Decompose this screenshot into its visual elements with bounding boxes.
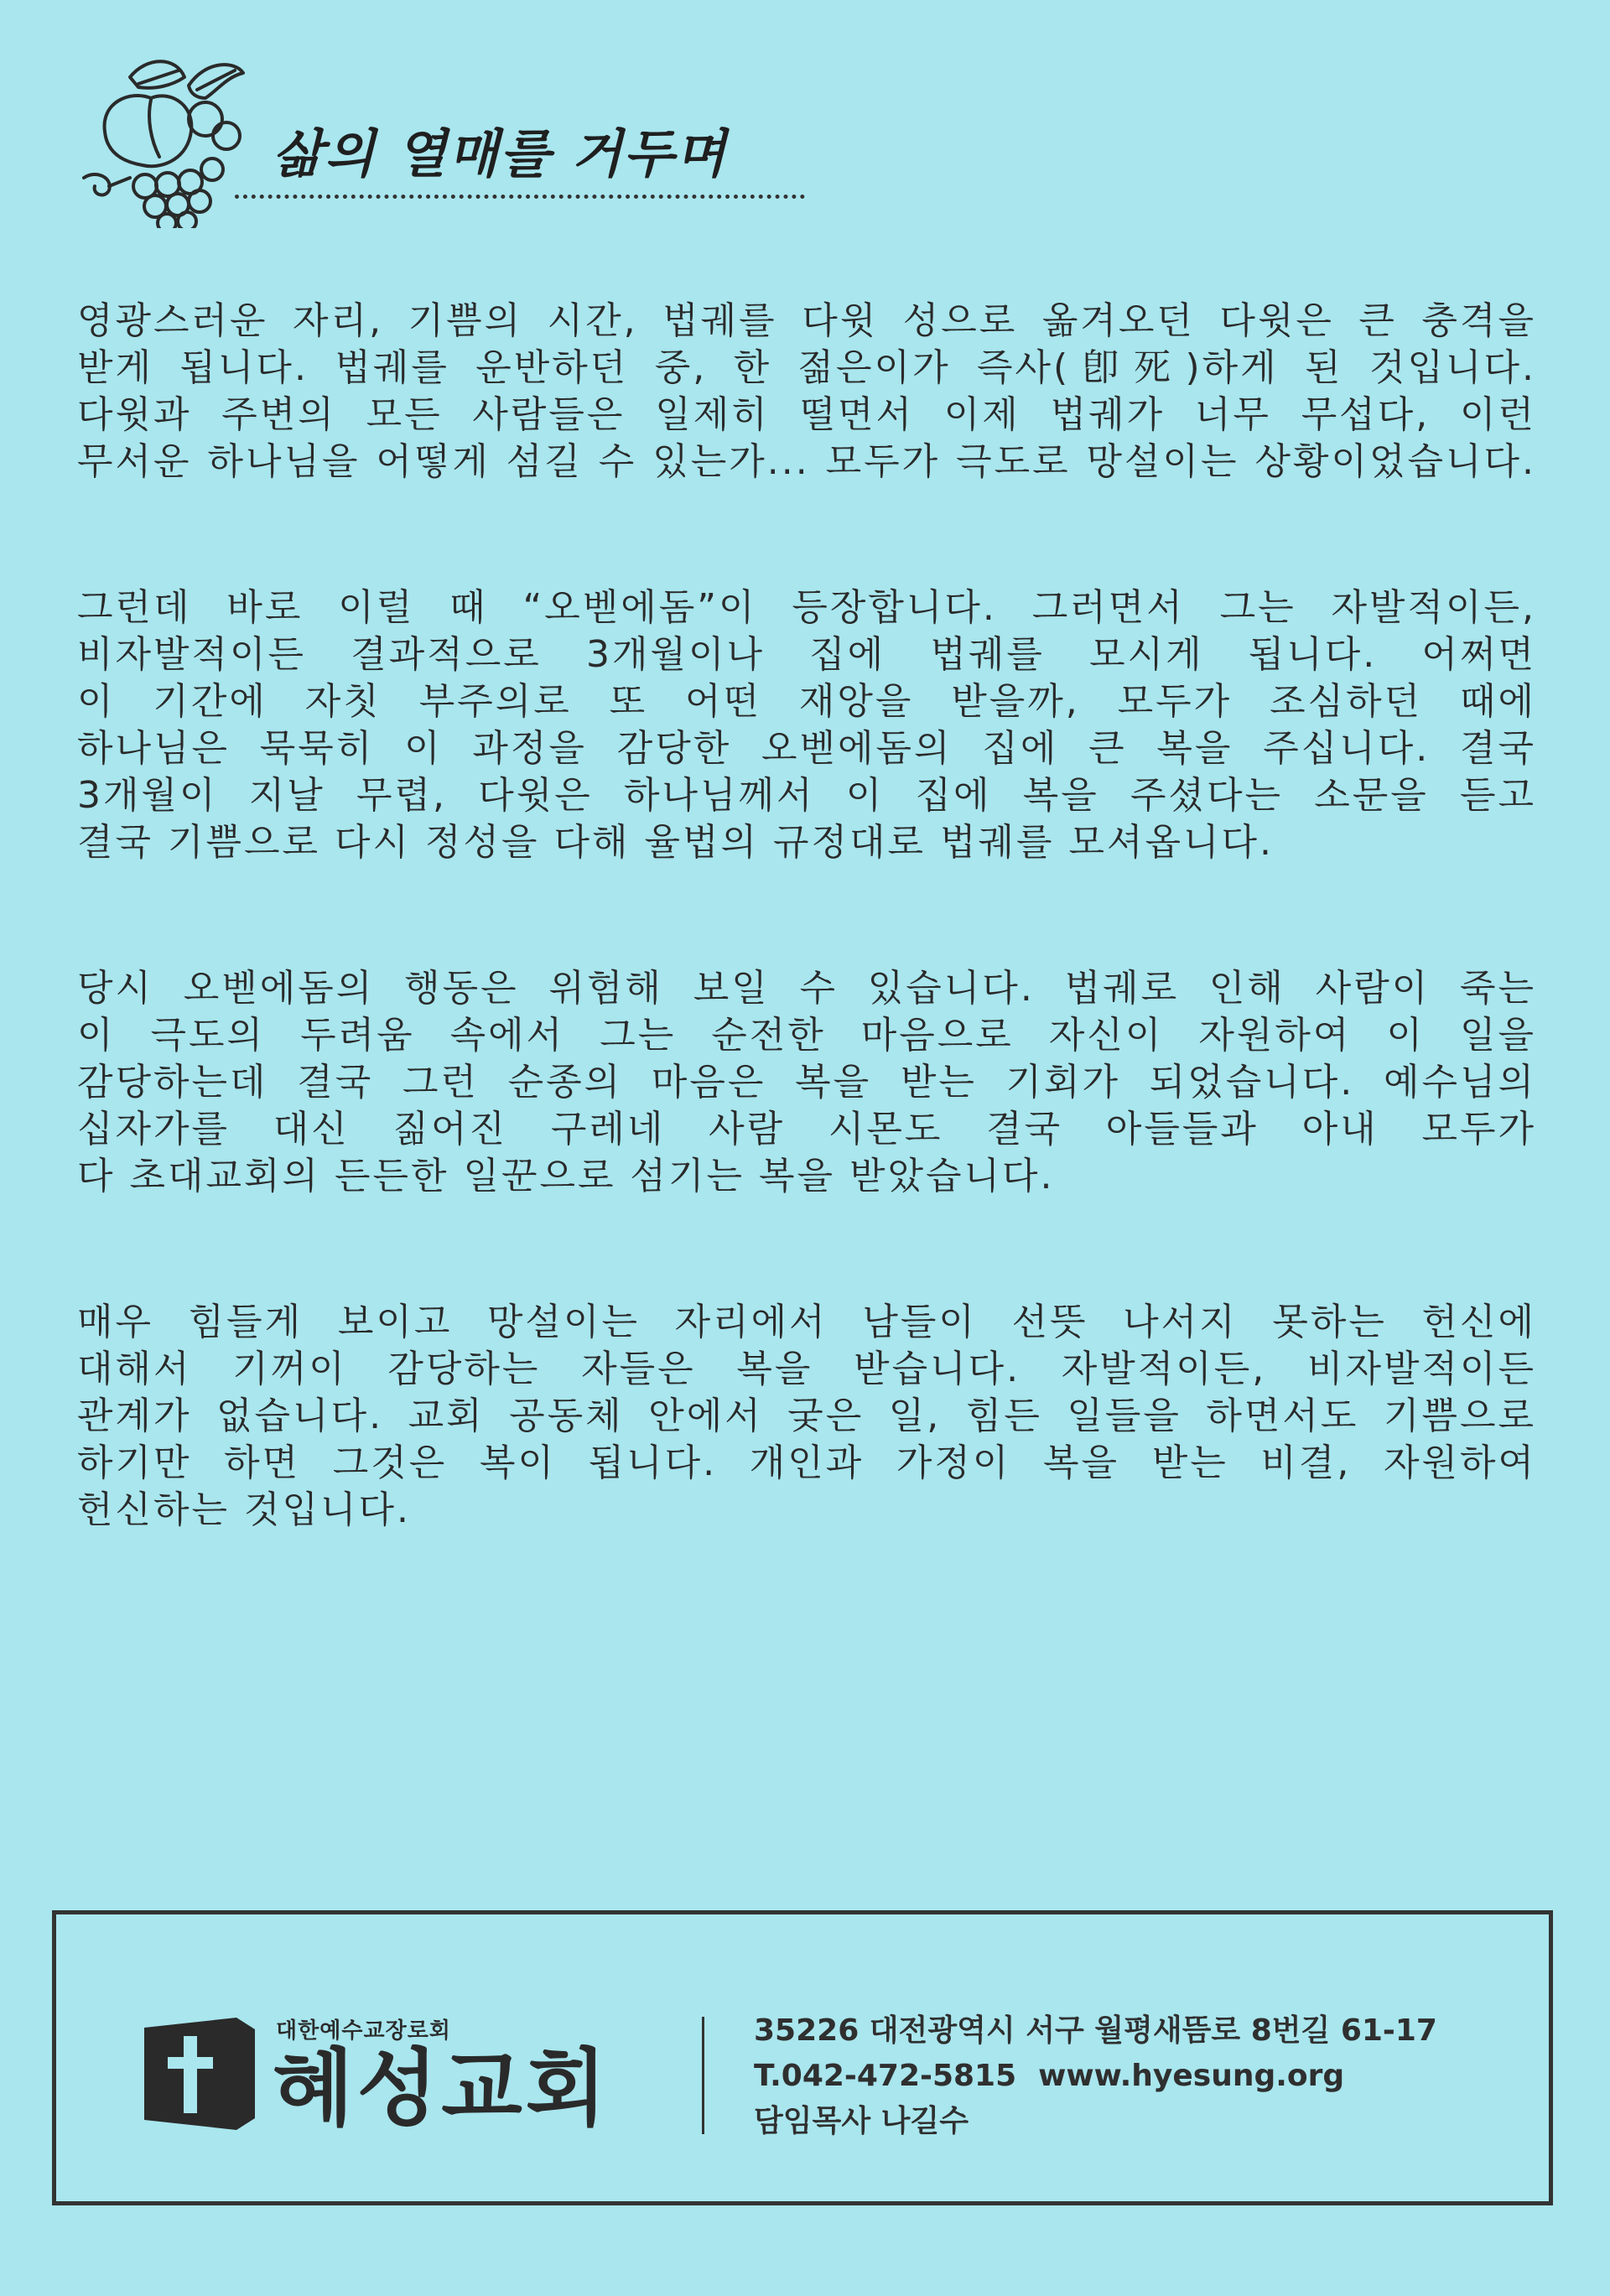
paragraph-1 — [77, 298, 1536, 486]
title-dotted-underline — [235, 195, 805, 199]
text-line: 무서운 하나님을 어떻게 섬길 수 있는가... 모두가 극도로 망설이는 상황이었습니다. — [77, 440, 1536, 483]
text-line: 당시 오벧에돔의 행동은 위험해 보일 수 있습니다. 법궤로 인해 사람이 죽는 — [77, 967, 1536, 1010]
pastor-name: 담임목사 나길수 — [754, 2104, 969, 2138]
text-line: 이 극도의 두려움 속에서 그는 순전한 마음으로 자신이 자원하여 이 일을 — [77, 1014, 1536, 1057]
paragraph-3 — [77, 965, 1536, 1200]
grape-fruit-icon — [80, 52, 247, 228]
church-cross-icon — [136, 2011, 262, 2137]
denomination-label: 대한예수교장로회 — [276, 2018, 451, 2044]
page-header — [80, 52, 734, 228]
text-line: 3개월이 지날 무렵, 다윗은 하나님께서 이 집에 복을 주셨다는 소문을 듣고 — [77, 774, 1536, 817]
article-body — [77, 298, 1536, 1633]
text-line: 관계가 없습니다. 교회 공동체 안에서 궂은 일, 힘든 일들을 하면서도 기쁨으로 — [77, 1395, 1536, 1437]
paragraph-2 — [77, 584, 1536, 866]
page-title: 삶의 열매를 거두며 — [273, 123, 728, 184]
church-name: 혜성교회 — [273, 2039, 610, 2138]
contact-line — [754, 2054, 1437, 2099]
contact-info — [754, 2008, 1437, 2144]
footer-divider — [702, 2017, 704, 2134]
text-line: 하기만 하면 그것은 복이 됩니다. 개인과 가정이 복을 받는 비결, 자원하여 — [77, 1441, 1536, 1484]
text-line: 받게 됩니다. 법궤를 운반하던 중, 한 젊은이가 즉사(卽死)하게 된 것입니다. — [77, 346, 1536, 389]
text-line: 대해서 기꺼이 감당하는 자들은 복을 받습니다. 자발적이든, 비자발적이든 — [77, 1348, 1536, 1390]
text-line: 영광스러운 자리, 기쁨의 시간, 법궤를 다윗 성으로 옮겨오던 다윗은 큰 충격을 — [77, 299, 1536, 342]
text-line: 매우 힘들게 보이고 망설이는 자리에서 남들이 선뜻 나서지 못하는 헌신에 — [77, 1301, 1536, 1343]
text-line: 다 초대교회의 든든한 일꾼으로 섬기는 복을 받았습니다. — [77, 1155, 1055, 1197]
text-line: 그런데 바로 이럴 때 “오벧에돔”이 등장합니다. 그러면서 그는 자발적이든, — [77, 586, 1536, 629]
text-line: 비자발적이든 결과적으로 3개월이나 집에 법궤를 모시게 됩니다. 어쩌면 — [77, 633, 1536, 676]
text-line: 하나님은 묵묵히 이 과정을 감당한 오벧에돔의 집에 큰 복을 주십니다. 결국 — [77, 727, 1536, 770]
text-line: 십자가를 대신 짊어진 구레네 사람 시몬도 결국 아들들과 아내 모두가 — [77, 1108, 1536, 1151]
website-link[interactable]: www.hyesung.org — [1038, 2059, 1345, 2093]
text-line: 다윗과 주변의 모든 사람들은 일제히 떨면서 이제 법궤가 너무 무섭다, 이런 — [77, 393, 1536, 436]
text-line: 헌신하는 것입니다. — [77, 1488, 412, 1531]
text-line: 감당하는데 결국 그런 순종의 마음은 복을 받는 기회가 되었습니다. 예수님의 — [77, 1061, 1536, 1104]
phone-number: T.042-472-5815 — [754, 2059, 1017, 2093]
church-info-box — [52, 1910, 1553, 2205]
text-line: 이 기간에 자칫 부주의로 또 어떤 재앙을 받을까, 모두가 조심하던 때에 — [77, 680, 1536, 723]
paragraph-4 — [77, 1299, 1536, 1534]
text-line: 결국 기쁨으로 다시 정성을 다해 율법의 규정대로 법궤를 모셔옵니다. — [77, 821, 1274, 864]
address-text: 35226 대전광역시 서구 월평새뜸로 8번길 61-17 — [754, 2013, 1437, 2048]
